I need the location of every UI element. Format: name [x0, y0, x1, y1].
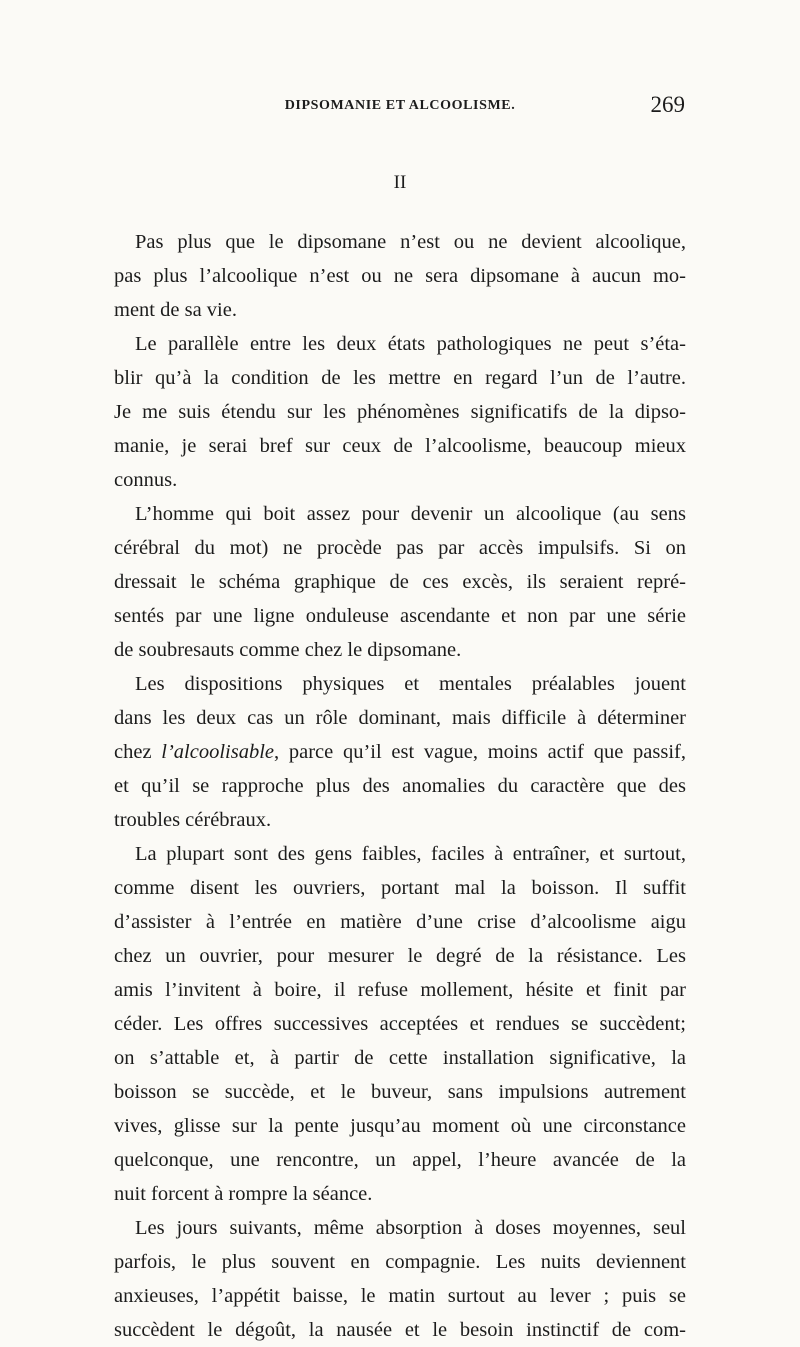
text-line: amis l’invitent à boire, il refuse mollement, hésite et finit par: [114, 979, 686, 1001]
text-line: pas plus l’alcoolique n’est ou ne sera dipsomane à aucun mo-: [114, 265, 686, 287]
text-line: chez un ouvrier, pour mesurer le degré de la résistance. Les: [114, 945, 686, 967]
text-line: nuit forcent à rompre la séance.: [114, 1183, 373, 1205]
text-line: La plupart sont des gens faibles, faciles à entraîner, et surtout,: [135, 843, 686, 865]
text-line: anxieuses, l’appétit baisse, le matin surtout au lever ; puis se: [114, 1285, 686, 1307]
text-line: comme disent les ouvriers, portant mal la boisson. Il suffit: [114, 877, 686, 899]
page-number: 269: [650, 92, 685, 117]
text-line: troubles cérébraux.: [114, 809, 272, 831]
body-text: [114, 225, 686, 1347]
text-line: boisson se succède, et le buveur, sans impulsions autrement: [114, 1081, 686, 1103]
text-line: succèdent le dégoût, la nausée et le besoin instinctif de com-: [114, 1319, 686, 1341]
text-line: on s’attable et, à partir de cette installation significative, la: [114, 1047, 686, 1069]
text-line: Pas plus que le dipsomane n’est ou ne devient alcoolique,: [135, 231, 686, 253]
section-number: II: [393, 172, 407, 193]
text-line: Je me suis étendu sur les phénomènes significatifs de la dipso-: [114, 401, 686, 423]
running-title: DIPSOMANIE ET ALCOOLISME.: [284, 98, 516, 113]
text-line: cérébral du mot) ne procède pas par accès impulsifs. Si on: [114, 537, 686, 559]
text-line: manie, je serai bref sur ceux de l’alcoolisme, beaucoup mieux: [114, 435, 686, 457]
text-line: et qu’il se rapproche plus des anomalies du caractère que des: [114, 775, 686, 797]
text-line: dressait le schéma graphique de ces excès, ils seraient repré-: [114, 571, 686, 593]
text-line: quelconque, une rencontre, un appel, l’heure avancée de la: [114, 1149, 686, 1171]
text-run: , parce qu’il est vague, moins actif que passif,: [274, 741, 686, 763]
text-line: Les jours suivants, même absorption à doses moyennes, seul: [135, 1217, 686, 1239]
text-line: dans les deux cas un rôle dominant, mais difficile à déterminer: [114, 707, 686, 729]
text-line: blir qu’à la condition de les mettre en regard l’un de l’autre.: [114, 367, 686, 389]
text-run: chez: [114, 741, 162, 763]
text-line: [114, 735, 686, 769]
text-line: connus.: [114, 469, 178, 491]
text-line: de soubresauts comme chez le dipsomane.: [114, 639, 462, 661]
text-line: céder. Les offres successives acceptées et rendues se succèdent;: [114, 1013, 686, 1035]
text-line: d’assister à l’entrée en matière d’une crise d’alcoolisme aigu: [114, 911, 686, 933]
text-line: Les dispositions physiques et mentales préalables jouent: [135, 673, 686, 695]
text-line: parfois, le plus souvent en compagnie. Les nuits deviennent: [114, 1251, 686, 1273]
text-line: ment de sa vie.: [114, 299, 237, 321]
text-line: Le parallèle entre les deux états pathologiques ne peut s’éta-: [135, 333, 686, 355]
text-line: L’homme qui boit assez pour devenir un alcoolique (au sens: [135, 503, 686, 525]
text-line: sentés par une ligne onduleuse ascendante et non par une série: [114, 605, 686, 627]
text-line: vives, glisse sur la pente jusqu’au moment où une circonstance: [114, 1115, 686, 1137]
italic-term: l’alcoolisable: [161, 741, 275, 763]
running-head: [115, 94, 685, 126]
